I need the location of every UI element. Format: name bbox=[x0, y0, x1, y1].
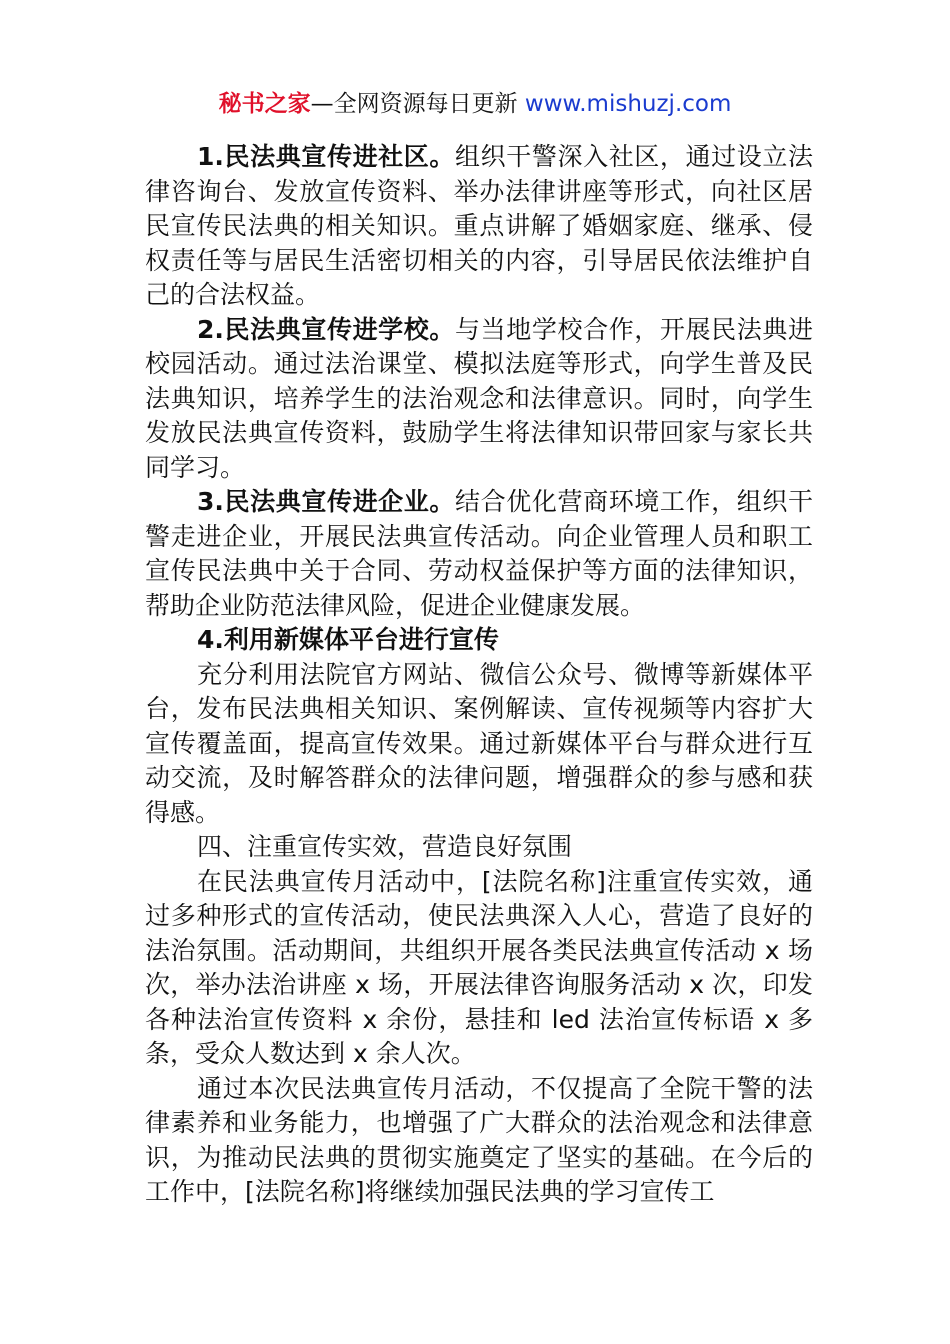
paragraph-heading: 4.利用新媒体平台进行宣传 bbox=[197, 625, 499, 654]
brand-name: 秘书之家 bbox=[218, 91, 311, 117]
paragraph-activity-results bbox=[145, 865, 813, 1072]
section-heading-text: 四、注重宣传实效，营造良好氛围 bbox=[197, 832, 573, 861]
paragraph-text: 组织干警深入社区，通过设立法律咨询台、发放宣传资料、举办法律讲座等形式，向社区居民宣传民法典的相关知识。重点讲解了婚姻家庭、继承、侵权责任等与居民生活密切相关的内容，引导居民依法维护自己的合法权益。 bbox=[145, 142, 813, 309]
paragraph-new-media-heading bbox=[145, 623, 813, 658]
paragraph-text: 在民法典宣传月活动中，[法院名称]注重宣传实效，通过多种形式的宣传活动，使民法典深入人心，营造了良好的法治氛围。活动期间，共组织开展各类民法典宣传活动 x 场次，举办法治讲座 x 场，开展法律咨询服务活动 x 次，印发各种法治宣传资料 x 余份，悬挂和 led 法治宣传标语 x 多条，受众人数达到 x 余人次。 bbox=[145, 866, 813, 1068]
paragraph-heading: 2.民法典宣传进学校。 bbox=[197, 314, 456, 344]
paragraph-school bbox=[145, 313, 813, 486]
header-separator: — bbox=[310, 91, 334, 117]
header-tagline: 全网资源每日更新 bbox=[333, 91, 518, 117]
paragraph-text: 结合优化营商环境工作，组织干警走进企业，开展民法典宣传活动。向企业管理人员和职工宣传民法典中关于合同、劳动权益保护等方面的法律知识，帮助企业防范法律风险，促进企业健康发展。 bbox=[145, 487, 813, 620]
site-url-link[interactable]: www.mishuzj.com bbox=[524, 91, 732, 117]
paragraph-text: 通过本次民法典宣传月活动，不仅提高了全院干警的法律素养和业务能力，也增强了广大群众的法治观念和法律意识，为推动民法典的贯彻实施奠定了坚实的基础。在今后的工作中，[法院名称]将继续加强民法典的学习宣传工 bbox=[145, 1073, 813, 1206]
paragraph-heading: 3.民法典宣传进企业。 bbox=[197, 487, 456, 516]
paragraph-enterprise bbox=[145, 485, 813, 623]
paragraph-text: 与当地学校合作，开展民法典进校园活动。通过法治课堂、模拟法庭等形式，向学生普及民法典知识，培养学生的法治观念和法律意识。同时，向学生发放民法典宣传资料，鼓励学生将法律知识带回家与家长共同学习。 bbox=[145, 314, 813, 482]
paragraph-community bbox=[145, 140, 813, 313]
site-header bbox=[0, 84, 950, 124]
paragraph-new-media bbox=[145, 658, 813, 831]
document-body bbox=[145, 140, 813, 1210]
section-heading-effect bbox=[145, 830, 813, 865]
paragraph-heading: 1.民法典宣传进社区。 bbox=[197, 142, 456, 171]
paragraph-conclusion bbox=[145, 1072, 813, 1210]
paragraph-text: 充分利用法院官方网站、微信公众号、微博等新媒体平台，发布民法典相关知识、案例解读、宣传视频等内容扩大宣传覆盖面，提高宣传效果。通过新媒体平台与群众进行互动交流，及时解答群众的法律问题，增强群众的参与感和获得感。 bbox=[145, 659, 813, 827]
